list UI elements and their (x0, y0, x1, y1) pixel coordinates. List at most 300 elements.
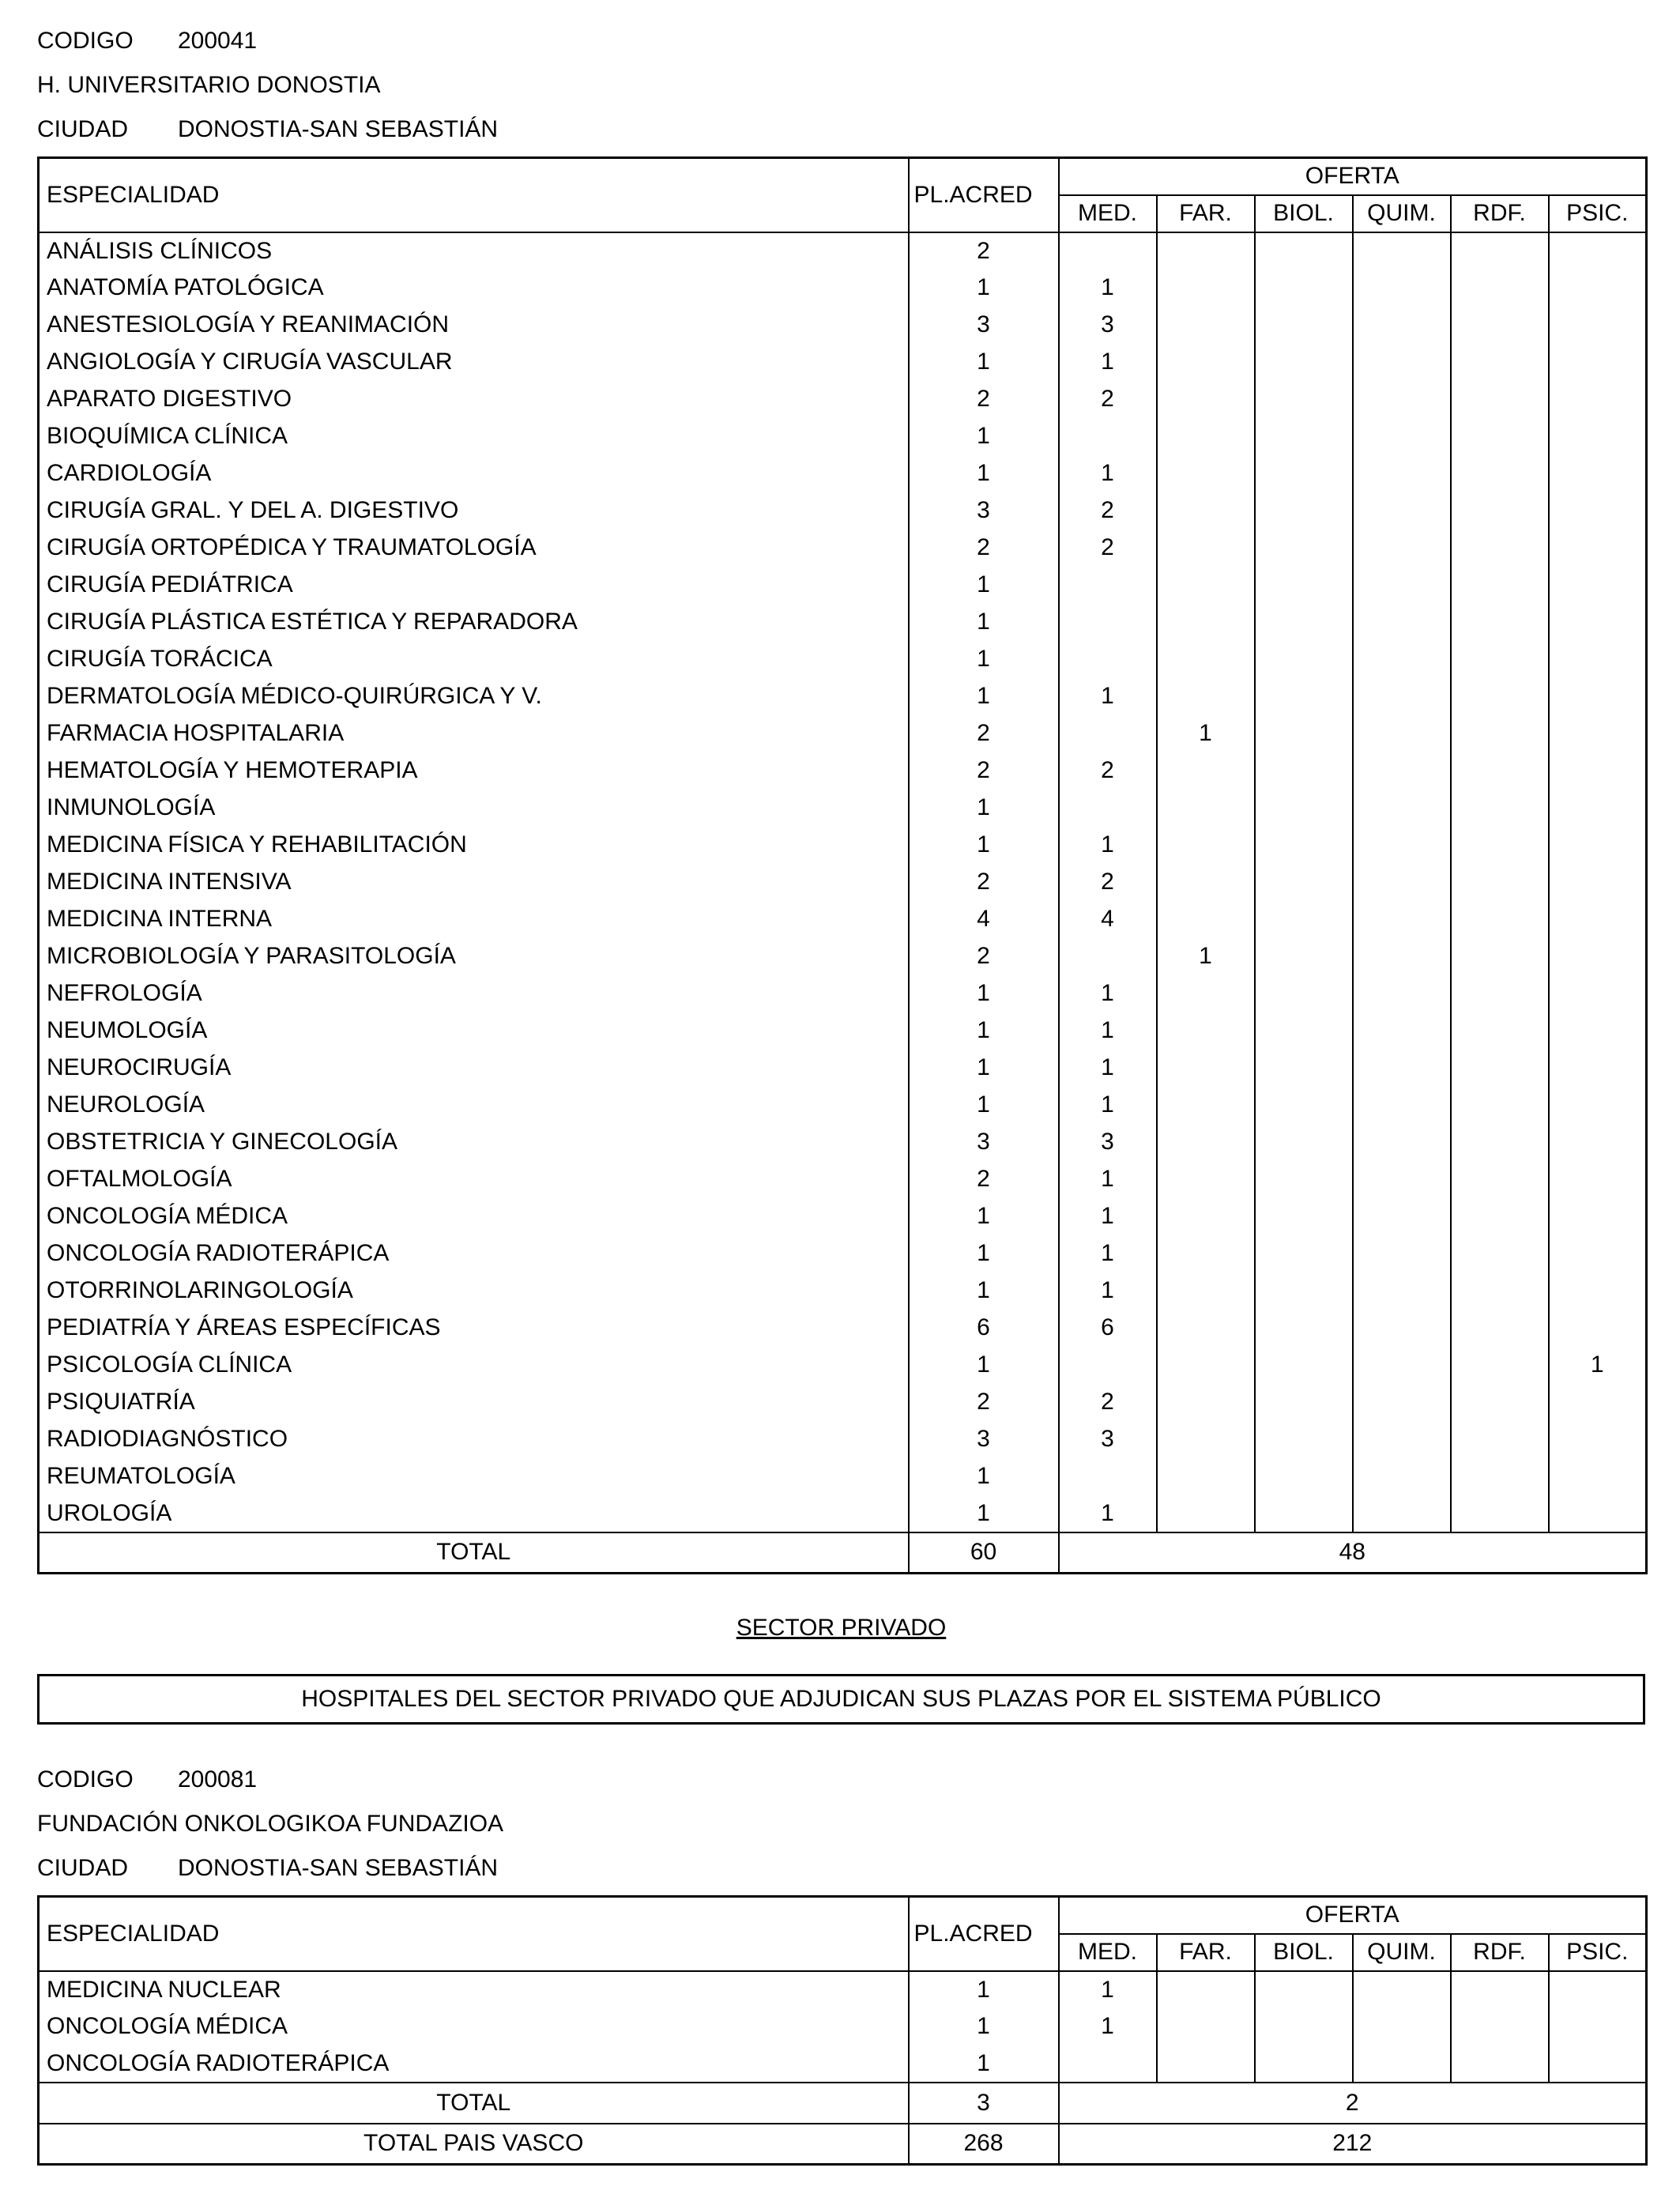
oferta-cell-3 (1255, 715, 1353, 752)
oferta-cell-3 (1255, 1971, 1353, 2008)
oferta-cell-2: 1 (1157, 938, 1255, 975)
table-row (39, 1971, 1647, 2008)
oferta-cell-6 (1549, 1161, 1647, 1198)
especialidad-cell: ANESTESIOLOGÍA Y REANIMACIÓN (39, 307, 909, 344)
oferta-cell-4 (1353, 1971, 1451, 2008)
oferta-cell-4 (1353, 938, 1451, 975)
especialidad-cell: OBSTETRICIA Y GINECOLOGÍA (39, 1124, 909, 1161)
oferta-cell-3 (1255, 381, 1353, 418)
oferta-cell-1: 1 (1059, 1012, 1157, 1050)
pl-acred-cell: 2 (909, 938, 1059, 975)
oferta-cell-2 (1157, 1198, 1255, 1235)
oferta-cell-3 (1255, 418, 1353, 455)
oferta-cell-1: 3 (1059, 307, 1157, 344)
oferta-cell-2 (1157, 1087, 1255, 1124)
pl-acred-cell: 1 (909, 678, 1059, 715)
total-oferta: 48 (1059, 1532, 1647, 1574)
total-label: TOTAL (39, 2083, 909, 2124)
oferta-cell-1 (1059, 1458, 1157, 1495)
especialidad-cell: DERMATOLOGÍA MÉDICO-QUIRÚRGICA Y V. (39, 678, 909, 715)
especialidad-cell: OTORRINOLARINGOLOGÍA (39, 1272, 909, 1310)
codigo-label: CODIGO (37, 28, 134, 54)
col-header-oferta-6: PSIC. (1549, 1934, 1647, 1971)
oferta-cell-6 (1549, 2008, 1647, 2045)
oferta-cell-4 (1353, 1421, 1451, 1458)
oferta-cell-6 (1549, 1272, 1647, 1310)
oferta-cell-3 (1255, 1050, 1353, 1087)
oferta-cell-1: 1 (1059, 1161, 1157, 1198)
oferta-cell-5 (1451, 1087, 1549, 1124)
oferta-cell-5 (1451, 1421, 1549, 1458)
oferta-cell-4 (1353, 381, 1451, 418)
oferta-cell-6 (1549, 2045, 1647, 2083)
oferta-cell-6 (1549, 604, 1647, 641)
table-row (39, 752, 1647, 790)
table-row (39, 1012, 1647, 1050)
oferta-cell-4 (1353, 604, 1451, 641)
col-header-especialidad: ESPECIALIDAD (39, 1897, 909, 1971)
codigo-value: 200081 (178, 1766, 258, 1793)
oferta-cell-4 (1353, 1347, 1451, 1384)
col-header-oferta-1: MED. (1059, 195, 1157, 232)
oferta-cell-5 (1451, 864, 1549, 901)
oferta-cell-4 (1353, 2008, 1451, 2045)
oferta-cell-1 (1059, 604, 1157, 641)
oferta-cell-6 (1549, 752, 1647, 790)
pl-acred-cell: 1 (909, 1971, 1059, 2008)
table-row (39, 307, 1647, 344)
oferta-cell-3 (1255, 975, 1353, 1012)
table-2-foot (39, 2083, 1647, 2165)
sector-privado-title: SECTOR PRIVADO (736, 1615, 947, 1641)
oferta-cell-2 (1157, 901, 1255, 938)
especialidad-cell: ANÁLISIS CLÍNICOS (39, 232, 909, 270)
oferta-cell-4 (1353, 1272, 1451, 1310)
specialties-table-2 (37, 1895, 1648, 2166)
pl-acred-cell: 1 (909, 641, 1059, 678)
oferta-cell-3 (1255, 307, 1353, 344)
oferta-cell-5 (1451, 2008, 1549, 2045)
oferta-cell-4 (1353, 530, 1451, 567)
oferta-cell-4 (1353, 790, 1451, 827)
oferta-cell-1: 1 (1059, 1272, 1157, 1310)
hospital2-header (37, 1758, 1645, 1891)
oferta-cell-5 (1451, 678, 1549, 715)
oferta-cell-3 (1255, 641, 1353, 678)
oferta-cell-1: 1 (1059, 1087, 1157, 1124)
col-header-oferta-5: RDF. (1451, 1934, 1549, 1971)
oferta-cell-2 (1157, 975, 1255, 1012)
especialidad-cell: MEDICINA FÍSICA Y REHABILITACIÓN (39, 827, 909, 864)
ciudad-line (37, 1846, 1645, 1891)
especialidad-cell: ONCOLOGÍA MÉDICA (39, 2008, 909, 2045)
pl-acred-cell: 1 (909, 567, 1059, 604)
oferta-cell-6 (1549, 864, 1647, 901)
pl-acred-cell: 1 (909, 2008, 1059, 2045)
especialidad-cell: RADIODIAGNÓSTICO (39, 1421, 909, 1458)
col-header-oferta-4: QUIM. (1353, 195, 1451, 232)
especialidad-cell: PSICOLOGÍA CLÍNICA (39, 1347, 909, 1384)
especialidad-cell: PSIQUIATRÍA (39, 1384, 909, 1421)
oferta-cell-4 (1353, 492, 1451, 530)
ciudad-value: DONOSTIA-SAN SEBASTIÁN (178, 1855, 499, 1881)
oferta-cell-1 (1059, 567, 1157, 604)
oferta-cell-2 (1157, 307, 1255, 344)
oferta-cell-1: 2 (1059, 864, 1157, 901)
oferta-cell-1: 2 (1059, 381, 1157, 418)
oferta-cell-2 (1157, 381, 1255, 418)
especialidad-cell: MEDICINA NUCLEAR (39, 1971, 909, 2008)
especialidad-cell: ONCOLOGÍA RADIOTERÁPICA (39, 1235, 909, 1272)
oferta-cell-2 (1157, 1235, 1255, 1272)
pl-acred-cell: 2 (909, 715, 1059, 752)
table-1-body (39, 232, 1647, 1532)
total-label: TOTAL (39, 1532, 909, 1574)
oferta-cell-3 (1255, 232, 1353, 270)
oferta-cell-1: 2 (1059, 530, 1157, 567)
oferta-cell-4 (1353, 1235, 1451, 1272)
oferta-cell-4 (1353, 1198, 1451, 1235)
table-row (39, 381, 1647, 418)
oferta-cell-6 (1549, 344, 1647, 381)
oferta-cell-3 (1255, 1198, 1353, 1235)
table-2-body (39, 1971, 1647, 2083)
oferta-cell-5 (1451, 1384, 1549, 1421)
oferta-cell-6 (1549, 1384, 1647, 1421)
pl-acred-cell: 4 (909, 901, 1059, 938)
col-header-oferta: OFERTA (1059, 1897, 1647, 1934)
oferta-cell-6 (1549, 270, 1647, 307)
hospital-name-line (37, 63, 1645, 107)
pl-acred-cell: 1 (909, 455, 1059, 492)
pl-acred-cell: 2 (909, 232, 1059, 270)
oferta-cell-1 (1059, 2045, 1157, 2083)
oferta-cell-6: 1 (1549, 1347, 1647, 1384)
oferta-cell-4 (1353, 567, 1451, 604)
oferta-cell-6 (1549, 1310, 1647, 1347)
total-pais-vasco-pl-acred: 268 (909, 2124, 1059, 2165)
pl-acred-cell: 2 (909, 752, 1059, 790)
pl-acred-cell: 1 (909, 827, 1059, 864)
table-row (39, 641, 1647, 678)
oferta-cell-6 (1549, 678, 1647, 715)
ciudad-line (37, 107, 1645, 152)
oferta-cell-4 (1353, 827, 1451, 864)
oferta-cell-3 (1255, 678, 1353, 715)
oferta-cell-3 (1255, 1272, 1353, 1310)
table-row (39, 715, 1647, 752)
oferta-cell-2 (1157, 567, 1255, 604)
pl-acred-cell: 2 (909, 1384, 1059, 1421)
oferta-cell-6 (1549, 1124, 1647, 1161)
oferta-cell-5 (1451, 1012, 1549, 1050)
col-header-oferta-2: FAR. (1157, 1934, 1255, 1971)
sector-privado-banner (37, 1674, 1645, 1725)
table-row (39, 2045, 1647, 2083)
oferta-cell-6 (1549, 938, 1647, 975)
oferta-cell-2 (1157, 270, 1255, 307)
especialidad-cell: FARMACIA HOSPITALARIA (39, 715, 909, 752)
oferta-cell-5 (1451, 492, 1549, 530)
oferta-cell-5 (1451, 901, 1549, 938)
oferta-cell-6 (1549, 530, 1647, 567)
oferta-cell-3 (1255, 1347, 1353, 1384)
oferta-cell-3 (1255, 604, 1353, 641)
oferta-cell-5 (1451, 641, 1549, 678)
oferta-cell-6 (1549, 455, 1647, 492)
oferta-cell-5 (1451, 270, 1549, 307)
oferta-cell-3 (1255, 1495, 1353, 1532)
pl-acred-cell: 1 (909, 1347, 1059, 1384)
especialidad-cell: CIRUGÍA PLÁSTICA ESTÉTICA Y REPARADORA (39, 604, 909, 641)
table-1-head (39, 158, 1647, 232)
oferta-cell-5 (1451, 827, 1549, 864)
oferta-cell-5 (1451, 1272, 1549, 1310)
table-row (39, 1310, 1647, 1347)
oferta-cell-1 (1059, 418, 1157, 455)
oferta-cell-5 (1451, 1161, 1549, 1198)
especialidad-cell: BIOQUÍMICA CLÍNICA (39, 418, 909, 455)
oferta-cell-1: 1 (1059, 1971, 1157, 2008)
pl-acred-cell: 3 (909, 307, 1059, 344)
especialidad-cell: ONCOLOGÍA MÉDICA (39, 1198, 909, 1235)
oferta-cell-6 (1549, 1495, 1647, 1532)
oferta-cell-2 (1157, 455, 1255, 492)
table-row (39, 1235, 1647, 1272)
oferta-cell-4 (1353, 975, 1451, 1012)
oferta-cell-6 (1549, 827, 1647, 864)
oferta-cell-3 (1255, 790, 1353, 827)
total-pais-vasco-row (39, 2124, 1647, 2165)
oferta-cell-2 (1157, 1495, 1255, 1532)
table-row (39, 1421, 1647, 1458)
oferta-cell-2 (1157, 641, 1255, 678)
table-row (39, 232, 1647, 270)
table-row (39, 975, 1647, 1012)
oferta-cell-6 (1549, 1235, 1647, 1272)
oferta-cell-1 (1059, 790, 1157, 827)
pl-acred-cell: 2 (909, 530, 1059, 567)
oferta-cell-5 (1451, 1458, 1549, 1495)
table-2-wrap (37, 1895, 1645, 2166)
oferta-cell-6 (1549, 567, 1647, 604)
especialidad-cell: CARDIOLOGÍA (39, 455, 909, 492)
oferta-cell-4 (1353, 418, 1451, 455)
oferta-cell-1 (1059, 938, 1157, 975)
pl-acred-cell: 1 (909, 1087, 1059, 1124)
especialidad-cell: CIRUGÍA PEDIÁTRICA (39, 567, 909, 604)
oferta-cell-5 (1451, 938, 1549, 975)
table-row (39, 678, 1647, 715)
banner-text: HOSPITALES DEL SECTOR PRIVADO QUE ADJUDICAN SUS PLAZAS POR EL SISTEMA PÚBLICO (301, 1686, 1381, 1712)
oferta-cell-1: 1 (1059, 2008, 1157, 2045)
oferta-cell-2 (1157, 1971, 1255, 2008)
especialidad-cell: NEUROLOGÍA (39, 1087, 909, 1124)
oferta-cell-1: 1 (1059, 344, 1157, 381)
oferta-cell-6 (1549, 1971, 1647, 2008)
oferta-cell-2 (1157, 2045, 1255, 2083)
oferta-cell-1: 3 (1059, 1124, 1157, 1161)
oferta-cell-3 (1255, 1384, 1353, 1421)
table-row (39, 1198, 1647, 1235)
oferta-cell-4 (1353, 752, 1451, 790)
oferta-cell-6 (1549, 492, 1647, 530)
table-row (39, 1272, 1647, 1310)
col-header-oferta: OFERTA (1059, 158, 1647, 195)
pl-acred-cell: 6 (909, 1310, 1059, 1347)
oferta-cell-5 (1451, 1971, 1549, 2008)
oferta-cell-1: 1 (1059, 1495, 1157, 1532)
oferta-cell-5 (1451, 715, 1549, 752)
especialidad-cell: MEDICINA INTERNA (39, 901, 909, 938)
pl-acred-cell: 1 (909, 2045, 1059, 2083)
table-row (39, 790, 1647, 827)
oferta-cell-5 (1451, 1235, 1549, 1272)
oferta-cell-3 (1255, 492, 1353, 530)
oferta-cell-5 (1451, 790, 1549, 827)
especialidad-cell: PEDIATRÍA Y ÁREAS ESPECÍFICAS (39, 1310, 909, 1347)
especialidad-cell: APARATO DIGESTIVO (39, 381, 909, 418)
oferta-cell-4 (1353, 455, 1451, 492)
pl-acred-cell: 2 (909, 381, 1059, 418)
oferta-cell-2 (1157, 1310, 1255, 1347)
pl-acred-cell: 1 (909, 1235, 1059, 1272)
oferta-cell-1 (1059, 1347, 1157, 1384)
pl-acred-cell: 1 (909, 344, 1059, 381)
oferta-cell-6 (1549, 1458, 1647, 1495)
oferta-cell-2 (1157, 492, 1255, 530)
oferta-cell-4 (1353, 641, 1451, 678)
oferta-cell-6 (1549, 1198, 1647, 1235)
table-row (39, 1161, 1647, 1198)
table-row (39, 455, 1647, 492)
pl-acred-cell: 2 (909, 1161, 1059, 1198)
oferta-cell-5 (1451, 2045, 1549, 2083)
oferta-cell-3 (1255, 270, 1353, 307)
pl-acred-cell: 2 (909, 864, 1059, 901)
pl-acred-cell: 1 (909, 418, 1059, 455)
oferta-cell-1: 1 (1059, 827, 1157, 864)
oferta-cell-6 (1549, 381, 1647, 418)
oferta-cell-6 (1549, 1087, 1647, 1124)
col-header-oferta-1: MED. (1059, 1934, 1157, 1971)
table-row (39, 492, 1647, 530)
oferta-cell-1: 1 (1059, 270, 1157, 307)
oferta-cell-6 (1549, 1050, 1647, 1087)
especialidad-cell: HEMATOLOGÍA Y HEMOTERAPIA (39, 752, 909, 790)
especialidad-cell: ANATOMÍA PATOLÓGICA (39, 270, 909, 307)
oferta-cell-1: 1 (1059, 975, 1157, 1012)
ciudad-label: CIUDAD (37, 116, 129, 142)
oferta-cell-6 (1549, 418, 1647, 455)
oferta-cell-1: 4 (1059, 901, 1157, 938)
especialidad-cell: ONCOLOGÍA RADIOTERÁPICA (39, 2045, 909, 2083)
oferta-cell-4 (1353, 901, 1451, 938)
oferta-cell-6 (1549, 232, 1647, 270)
oferta-cell-4 (1353, 344, 1451, 381)
oferta-cell-1: 1 (1059, 1235, 1157, 1272)
pl-acred-cell: 1 (909, 270, 1059, 307)
oferta-cell-3 (1255, 1310, 1353, 1347)
oferta-cell-2 (1157, 1272, 1255, 1310)
pl-acred-cell: 1 (909, 1272, 1059, 1310)
total-row (39, 2083, 1647, 2124)
oferta-cell-4 (1353, 1012, 1451, 1050)
oferta-cell-5 (1451, 455, 1549, 492)
total-pl-acred: 60 (909, 1532, 1059, 1574)
oferta-cell-1: 1 (1059, 1198, 1157, 1235)
oferta-cell-2 (1157, 418, 1255, 455)
col-header-oferta-5: RDF. (1451, 195, 1549, 232)
pl-acred-cell: 1 (909, 790, 1059, 827)
specialties-table-1 (37, 156, 1648, 1574)
oferta-cell-5 (1451, 752, 1549, 790)
table-row (39, 567, 1647, 604)
table-row (39, 827, 1647, 864)
especialidad-cell: NEFROLOGÍA (39, 975, 909, 1012)
table-row (39, 1458, 1647, 1495)
total-pl-acred: 3 (909, 2083, 1059, 2124)
pl-acred-cell: 1 (909, 1458, 1059, 1495)
col-header-oferta-4: QUIM. (1353, 1934, 1451, 1971)
pl-acred-cell: 1 (909, 604, 1059, 641)
table-row (39, 530, 1647, 567)
oferta-cell-5 (1451, 232, 1549, 270)
oferta-cell-5 (1451, 344, 1549, 381)
oferta-cell-4 (1353, 1495, 1451, 1532)
oferta-cell-1 (1059, 641, 1157, 678)
oferta-cell-4 (1353, 1310, 1451, 1347)
oferta-cell-6 (1549, 641, 1647, 678)
table-row (39, 344, 1647, 381)
oferta-cell-5 (1451, 307, 1549, 344)
oferta-cell-1 (1059, 715, 1157, 752)
oferta-cell-2 (1157, 678, 1255, 715)
oferta-cell-6 (1549, 715, 1647, 752)
oferta-cell-5 (1451, 418, 1549, 455)
oferta-cell-5 (1451, 530, 1549, 567)
oferta-cell-3 (1255, 567, 1353, 604)
col-header-oferta-6: PSIC. (1549, 195, 1647, 232)
especialidad-cell: OFTALMOLOGÍA (39, 1161, 909, 1198)
oferta-cell-4 (1353, 307, 1451, 344)
oferta-cell-2: 1 (1157, 715, 1255, 752)
oferta-cell-2 (1157, 530, 1255, 567)
hospital-name: H. UNIVERSITARIO DONOSTIA (37, 72, 381, 98)
oferta-cell-4 (1353, 864, 1451, 901)
oferta-cell-6 (1549, 975, 1647, 1012)
oferta-cell-3 (1255, 2045, 1353, 2083)
oferta-cell-5 (1451, 1347, 1549, 1384)
ciudad-label: CIUDAD (37, 1855, 129, 1881)
oferta-cell-2 (1157, 1347, 1255, 1384)
codigo-value: 200041 (178, 28, 258, 54)
pl-acred-cell: 1 (909, 1495, 1059, 1532)
table-row (39, 1087, 1647, 1124)
pl-acred-cell: 3 (909, 1421, 1059, 1458)
total-oferta: 2 (1059, 2083, 1647, 2124)
oferta-cell-3 (1255, 1012, 1353, 1050)
codigo-label: CODIGO (37, 1766, 134, 1793)
oferta-cell-6 (1549, 901, 1647, 938)
hospital1-header (37, 19, 1645, 152)
oferta-cell-1: 1 (1059, 678, 1157, 715)
pl-acred-cell: 1 (909, 1050, 1059, 1087)
oferta-cell-6 (1549, 307, 1647, 344)
oferta-cell-4 (1353, 1124, 1451, 1161)
oferta-cell-5 (1451, 1198, 1549, 1235)
total-pais-vasco-label: TOTAL PAIS VASCO (39, 2124, 909, 2165)
